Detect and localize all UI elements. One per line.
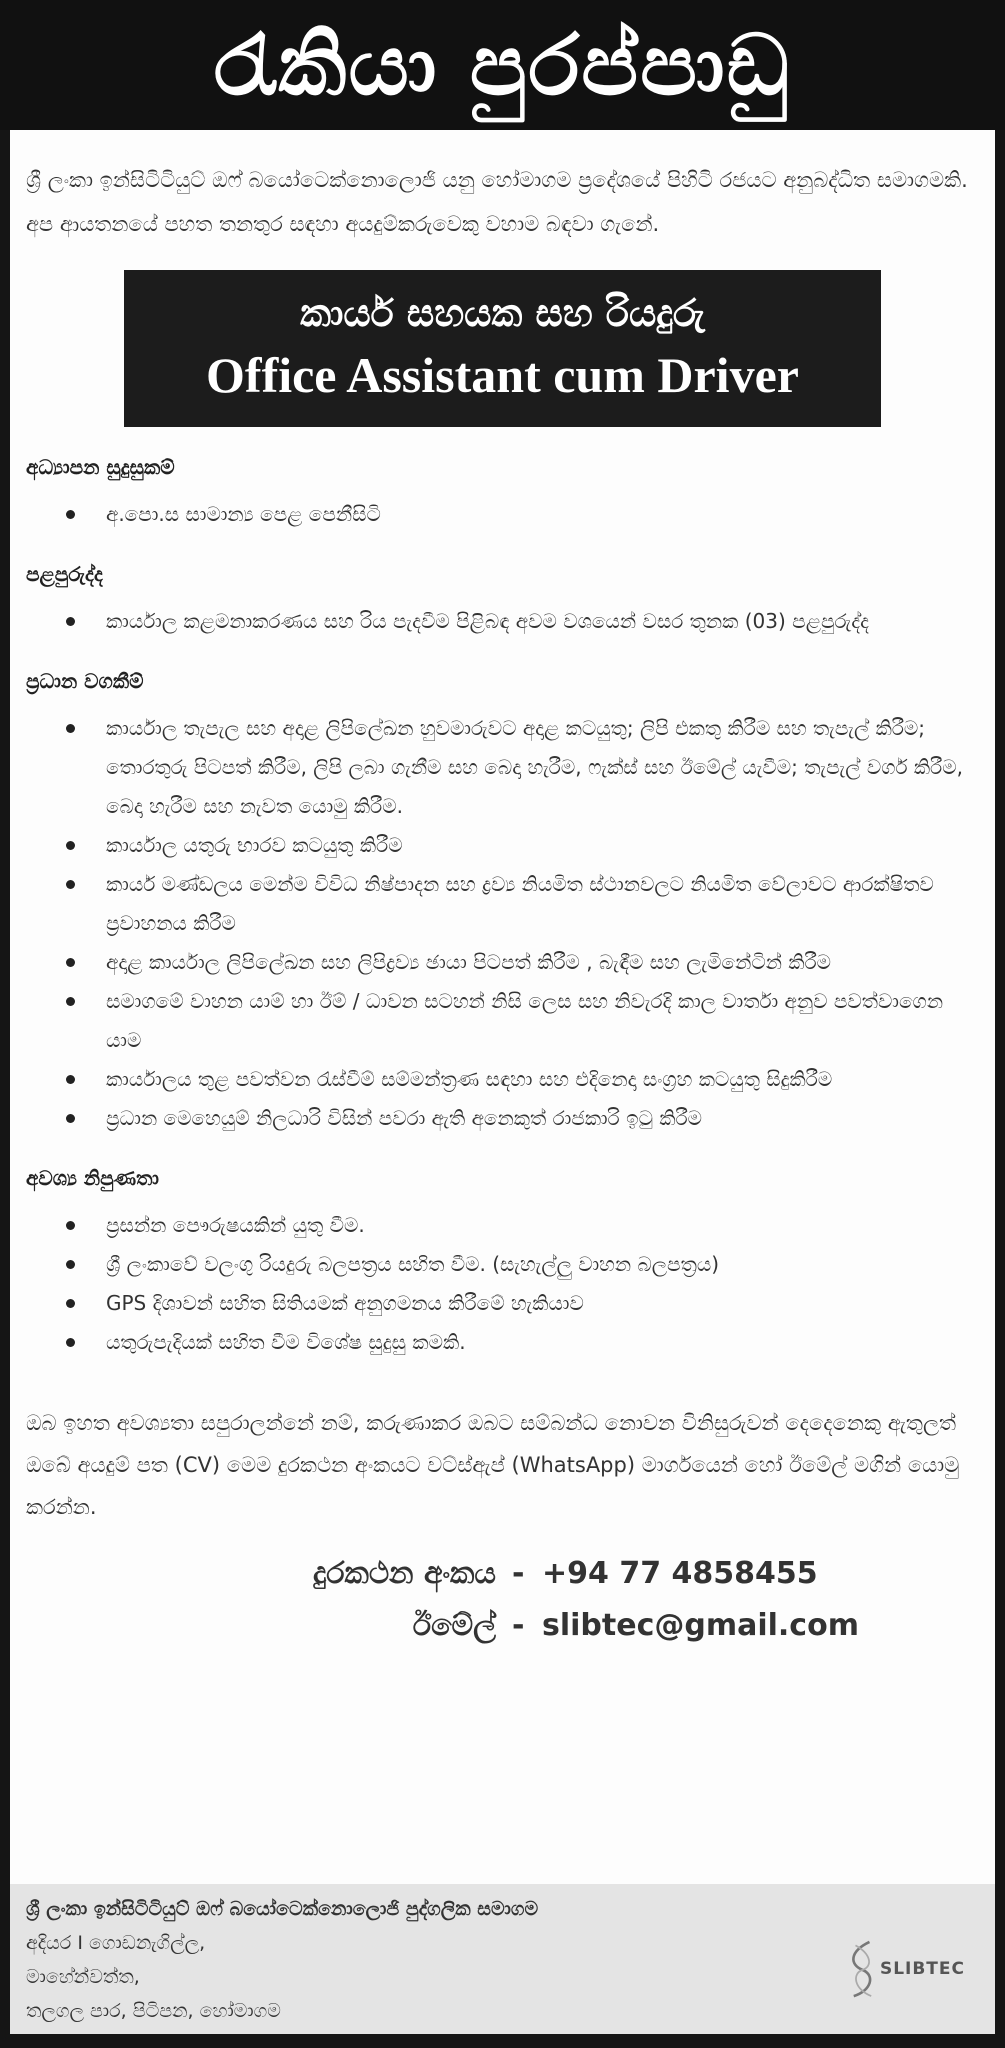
- list-item: [66, 826, 979, 865]
- bullet-list: [26, 1206, 979, 1362]
- bullet-list: [26, 495, 979, 534]
- bullet-list: [26, 602, 979, 641]
- list-item-text: අදාළ කාර්යාල ලිපිලේඛන සහ ලිපිද්‍රව්‍ය ඡායා පිටපත් කිරීම , බැඳීම සහ ලැමිනේටින් කිරීම: [106, 950, 832, 974]
- bullet-icon: [66, 958, 75, 967]
- separator: -: [512, 1556, 525, 1591]
- list-item-text: ශ්‍රී ලංකාවේ වලංගු රියදුරු බලපත්‍රය සහිත වීම. (සැහැල්ලු වාහන බලපත්‍රය): [106, 1252, 720, 1276]
- list-item-text: යතුරුපැදියක් සහිත වීම විශේෂ සුදුසු කමකි.: [106, 1330, 466, 1354]
- bullet-icon: [66, 1260, 75, 1269]
- bullet-icon: [66, 1338, 75, 1347]
- section-heading: පළපුරුද්ද: [26, 562, 103, 586]
- list-item-text: කාර්යාල යතුරු භාරව කටයුතු කිරීම: [106, 833, 403, 857]
- helix-icon: [845, 1934, 880, 2004]
- bullet-icon: [66, 841, 75, 850]
- address-line: අදියර I ගොඩනැගිල්ල,: [26, 1932, 206, 1954]
- bullet-icon: [66, 1075, 75, 1084]
- email-label: ඊමේල්: [412, 1608, 496, 1643]
- list-item: [66, 1284, 979, 1323]
- slibtec-logo: [845, 1934, 965, 2004]
- bullet-icon: [66, 880, 75, 889]
- phone-number[interactable]: +94 77 4858455: [542, 1556, 818, 1591]
- requirements-sections: [26, 449, 979, 1362]
- phone-row: [26, 1548, 979, 1600]
- list-item-text: ප්‍රධාන මෙහෙයුම් නිලධාරි විසින් පවරා ඇති අනෙකුත් රාජකාරි ඉටු කිරීම: [106, 1106, 703, 1130]
- section-heading: ප්‍රධාන වගකීම්: [26, 669, 144, 693]
- list-item: [66, 1323, 979, 1362]
- job-title-box: [124, 270, 881, 427]
- section-heading: අධ්‍යාපන සුදුසුකම්: [26, 455, 175, 479]
- bullet-icon: [66, 1114, 75, 1123]
- email-row: [26, 1600, 979, 1652]
- list-item: [66, 982, 979, 1060]
- address-line: තලගල පාර, පිටිපන, හෝමාගම: [26, 2000, 281, 2022]
- list-item: [66, 865, 979, 943]
- list-item: [66, 602, 979, 641]
- bullet-icon: [66, 1221, 75, 1230]
- job-title-sinhala: කාර්ය සහයක සහ රියදුරු: [300, 291, 705, 335]
- list-item: [66, 1245, 979, 1284]
- list-item: [66, 1060, 979, 1099]
- list-item-text: කාර්ය මණ්ඩලය මෙන්ම විවිධ නිෂ්පාදන සහ ද්‍රව්‍ය නියමිත ස්ථානවලට නියමිත වේලාවට ආරක්ෂිතව ප්‍රවාහනය කිරීම: [106, 872, 934, 935]
- bullet-icon: [66, 997, 75, 1006]
- bullet-list: [26, 709, 979, 1138]
- bullet-icon: [66, 617, 75, 626]
- bullet-icon: [66, 1299, 75, 1308]
- list-item: [66, 943, 979, 982]
- bullet-icon: [66, 724, 75, 733]
- address-line: මාහේන්වත්ත,: [26, 1966, 140, 1988]
- list-item-text: කාර්යාලය තුළ පවත්වන රැස්වීම් සම්මන්ත්‍රණ සඳහා සහ එදිනෙදා සංග්‍රහ කටයුතු සිදුකිරීම: [106, 1067, 833, 1091]
- logo-text: SLIBTEC: [879, 1959, 965, 1979]
- apply-instructions: ඔබ ඉහත අවශ්‍යතා සපුරාලන්නේ නම්, කරුණාකර ඔබට සම්බන්ධ නොවන විනිසුරුවන් දෙදෙනෙකු ඇතුලත් ඔබේ අයදුම් පත (CV) මෙම දුරකථන අංකයට වට්ස්ඇප් (WhatsApp) මාර්ගයෙන් හෝ ඊමේල් මගින් යොමු කරන්න.: [26, 1411, 960, 1519]
- list-item: [66, 1099, 979, 1138]
- section-heading: අවශ්‍ය නිපුණතා: [26, 1166, 159, 1190]
- org-name: ශ්‍රී ලංකා ඉන්සිටිටියුට් ඔෆ් බයෝටෙක්නොලොජි පුද්ගලික සමාගම: [26, 1898, 539, 1920]
- list-item-text: GPS දිශාවන් සහිත සිතියමක් අනුගමනය කිරීමේ හැකියාව: [106, 1291, 584, 1315]
- phone-label: දුරකථන අංකය: [313, 1556, 496, 1591]
- list-item: [66, 709, 979, 826]
- list-item-text: ප්‍රසන්න පෞරුෂයකින් යුතු වීම.: [106, 1213, 365, 1237]
- email-address[interactable]: slibtec@gmail.com: [542, 1608, 859, 1643]
- list-item-text: කාර්යාල තැපැල සහ අදාළ ලිපිලේඛන හුවමාරුවට අදාළ කටයුතු; ලිපි එකතු කිරීම සහ තැපැල් කිරීම; තොරතුරු පිටපත් කිරීම, ලිපි ලබා ගැනීම සහ බෙදා හැරීම, ෆැක්ස් සහ ඊමේල් යැවීම; තැපැල් වර්ග කිරීම, බෙදා හැරීම සහ නැවත යොමු කිරීම.: [106, 716, 963, 818]
- page-title: රැකියා පුරප්පාඩු: [0, 0, 1005, 130]
- job-title-english: Office Assistant cum Driver: [206, 347, 799, 403]
- contact-block: [26, 1548, 979, 1652]
- bullet-icon: [66, 510, 75, 519]
- list-item-text: සමාගමේ වාහන යාම් හා ඊම් / ධාවන සටහන් නිසි ලෙස සහ නිවැරදි කාල වාර්තා අනුව පවත්වාගෙන යාම: [106, 989, 944, 1052]
- list-item-text: කාර්යාල කළමනාකරණය සහ රිය පැදවීම පිළිබඳ අවම වශයෙන් වසර තුනක (03) පළපුරුද්ද: [106, 609, 869, 633]
- list-item: [66, 495, 979, 534]
- list-item-text: අ.පො.ස සාමාන්‍ය පෙළ පෙනීසිටි: [106, 502, 381, 526]
- intro-paragraph: ශ්‍රී ලංකා ඉන්සිටිටියුට් ඔෆ් බයෝටෙක්නොලොජි යනු හෝමාගම ප්‍රදේශයේ පිහිටි රජයට අනුබද්ධිත සමාගමකි. අප ආයතනයේ පහත තනතුර සඳහා අයදුම්කරුවෙකු වහාම බඳවා ගැනේ.: [26, 168, 968, 236]
- footer-address: [10, 1884, 995, 2034]
- separator: -: [512, 1608, 525, 1643]
- list-item: [66, 1206, 979, 1245]
